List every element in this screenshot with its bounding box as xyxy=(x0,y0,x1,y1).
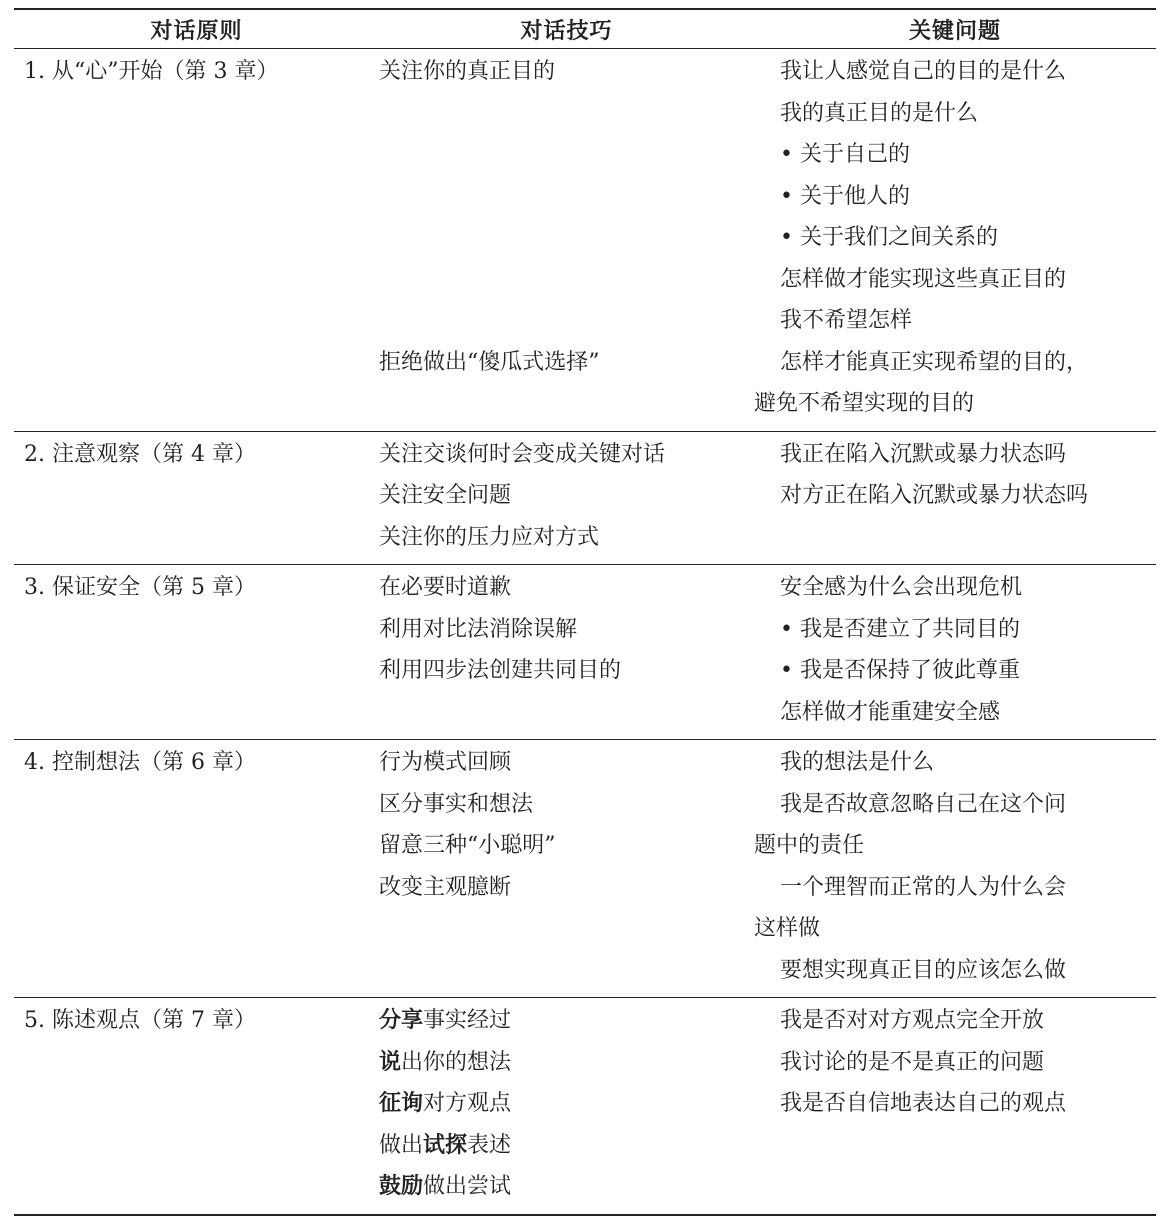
table-row xyxy=(14,565,1156,739)
principle-text: 5. 陈述观点（第 7 章） xyxy=(24,1008,256,1033)
skills-cell xyxy=(379,434,754,559)
skill-keyword: 说 xyxy=(379,1049,402,1075)
skill-item xyxy=(379,1125,754,1167)
bottom-rule xyxy=(14,1214,1156,1216)
skill-item xyxy=(379,1042,754,1084)
skills-cell xyxy=(379,567,754,733)
question-item: 怎样做才能实现这些真正目的 xyxy=(780,266,1067,292)
table-row xyxy=(14,49,1156,431)
question-item: 一个理智而正常的人为什么会 xyxy=(780,874,1067,900)
question-item: • 关于我们之间关系的 xyxy=(780,225,998,250)
principle-cell xyxy=(14,51,379,425)
skill-text: 对方观点 xyxy=(423,1091,512,1116)
questions-cell xyxy=(754,742,1156,991)
skill-keyword: 征询 xyxy=(379,1091,424,1116)
spacer-line xyxy=(379,300,754,342)
question-item: 我不希望怎样 xyxy=(780,308,913,333)
spacer-line xyxy=(379,93,754,135)
skill-item: 利用对比法消除误解 xyxy=(379,616,578,642)
question-item: 对方正在陷入沉默或暴力状态吗 xyxy=(780,483,1089,508)
questions-cell xyxy=(754,567,1156,733)
skill-item: 留意三种“小聪明” xyxy=(379,833,556,858)
skill-item xyxy=(379,1083,754,1125)
question-item: 我正在陷入沉默或暴力状态吗 xyxy=(780,441,1067,467)
principle-text: 3. 保证安全（第 5 章） xyxy=(24,575,256,600)
skill-item: 在必要时道歉 xyxy=(379,575,512,600)
principle-cell xyxy=(14,434,379,559)
skill-item: 行为模式回顾 xyxy=(379,750,512,775)
question-item: 我是否故意忽略自己在这个问 xyxy=(780,791,1067,817)
questions-cell xyxy=(754,51,1156,425)
skills-cell xyxy=(379,742,754,991)
spacer-line xyxy=(379,176,754,218)
principle-cell xyxy=(14,567,379,733)
question-item: 这样做 xyxy=(754,916,821,941)
skills-cell xyxy=(379,51,754,425)
question-item: • 关于自己的 xyxy=(780,142,910,167)
question-item: 题中的责任 xyxy=(754,833,865,858)
skill-item: 关注安全问题 xyxy=(379,483,512,508)
question-item: • 我是否建立了共同目的 xyxy=(780,616,1020,642)
skill-item: 区分事实和想法 xyxy=(379,791,534,817)
question-item: 安全感为什么会出现危机 xyxy=(780,575,1023,600)
skill-item: 改变主观臆断 xyxy=(379,874,512,900)
questions-cell xyxy=(754,1000,1156,1208)
skill-keyword: 分享 xyxy=(379,1008,424,1033)
dialogue-principles-table xyxy=(14,8,1156,1216)
header-skill: 对话技巧 xyxy=(520,18,613,44)
table-row xyxy=(14,740,1156,997)
question-item: 要想实现真正目的应该怎么做 xyxy=(780,957,1067,983)
question-item: • 我是否保持了彼此尊重 xyxy=(780,658,1020,683)
skills-cell xyxy=(379,1000,754,1208)
question-item: 怎样才能真正实现希望的目的， xyxy=(780,349,1089,375)
header-question: 关键问题 xyxy=(908,18,1001,44)
principle-text: 2. 注意观察（第 4 章） xyxy=(24,441,256,467)
table-row xyxy=(14,432,1156,565)
question-item: • 关于他人的 xyxy=(780,183,910,209)
questions-cell xyxy=(754,434,1156,559)
table-header xyxy=(14,10,1156,48)
principle-text: 4. 控制想法（第 6 章） xyxy=(24,750,256,775)
skill-text: 表述 xyxy=(467,1132,512,1158)
question-item: 我的真正目的是什么 xyxy=(780,100,979,126)
skill-text: 事实经过 xyxy=(423,1008,512,1033)
spacer-line xyxy=(379,217,754,259)
skill-item xyxy=(379,1166,754,1208)
skill-text: 做出尝试 xyxy=(423,1174,512,1199)
skill-item: 关注你的真正目的 xyxy=(379,59,556,84)
skill-item: 利用四步法创建共同目的 xyxy=(379,658,622,683)
header-principle: 对话原则 xyxy=(150,18,243,44)
skill-keyword: 试探 xyxy=(423,1132,468,1158)
question-item: 我是否自信地表达自己的观点 xyxy=(780,1091,1067,1116)
principle-cell xyxy=(14,742,379,991)
spacer-line xyxy=(379,259,754,301)
question-item: 避免不希望实现的目的 xyxy=(754,391,975,416)
question-item: 我的想法是什么 xyxy=(780,750,935,775)
skill-keyword: 鼓励 xyxy=(379,1174,424,1199)
skill-item: 关注交谈何时会变成关键对话 xyxy=(379,441,666,467)
table-body xyxy=(14,49,1156,1216)
principle-cell xyxy=(14,1000,379,1208)
table-row xyxy=(14,998,1156,1214)
skill-item xyxy=(379,1000,754,1042)
skill-item: 关注你的压力应对方式 xyxy=(379,524,600,550)
question-item: 我讨论的是不是真正的问题 xyxy=(780,1049,1045,1075)
skill-text: 做出 xyxy=(379,1132,424,1158)
spacer-line xyxy=(379,134,754,176)
skill-item: 拒绝做出“傻瓜式选择” xyxy=(379,349,600,375)
question-item: 我是否对对方观点完全开放 xyxy=(780,1008,1045,1033)
question-item: 我让人感觉自己的目的是什么 xyxy=(780,59,1067,84)
skill-text: 出你的想法 xyxy=(401,1049,512,1075)
principle-text: 1. 从“心”开始（第 3 章） xyxy=(24,59,279,84)
question-item: 怎样做才能重建安全感 xyxy=(780,699,1001,725)
